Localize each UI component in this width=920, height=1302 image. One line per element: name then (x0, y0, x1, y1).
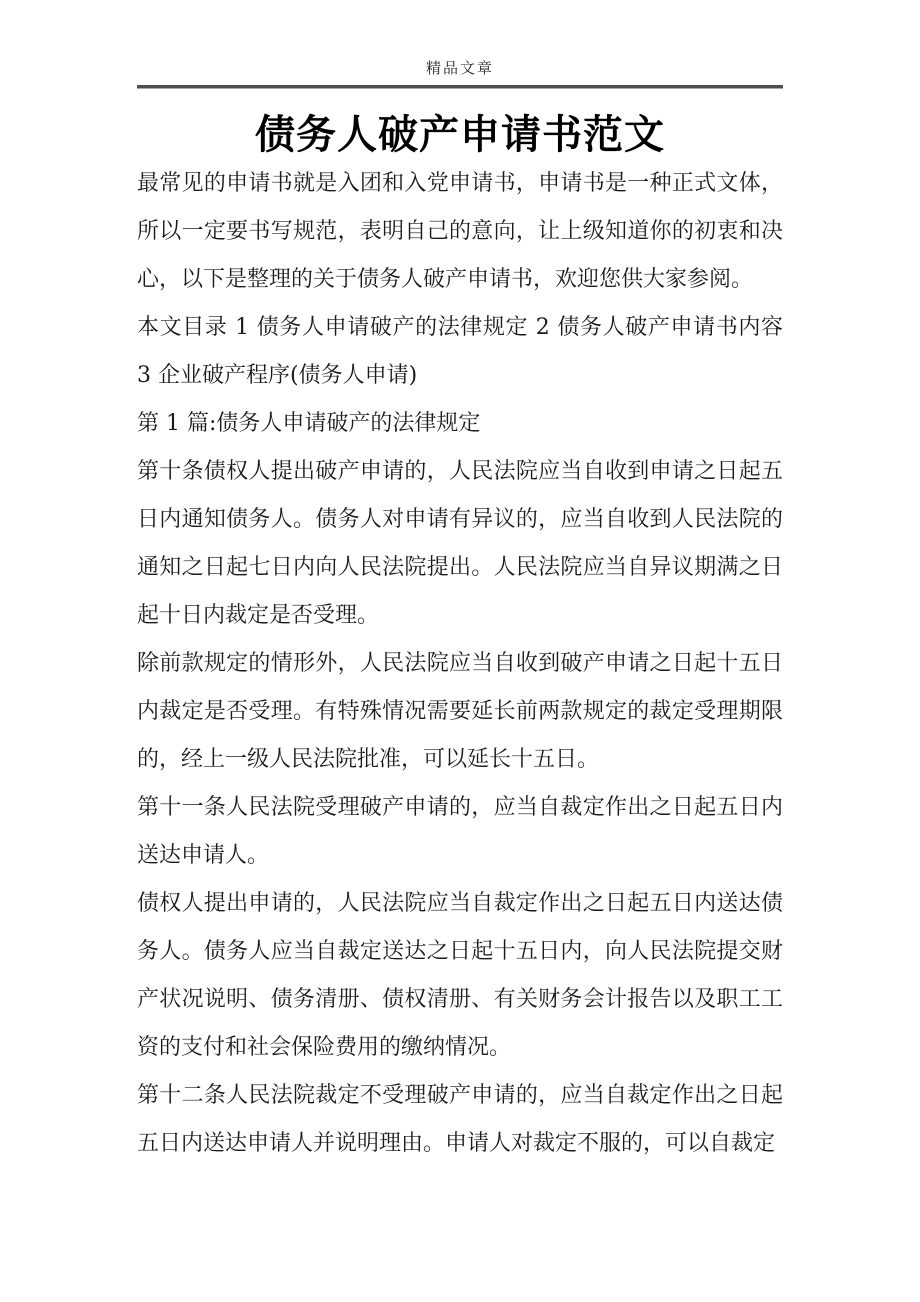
paragraph-article-10: 第十条债权人提出破产申请的，人民法院应当自收到申请之日起五日内通知债务人。债务人对申请有异议的，应当自收到人民法院的通知之日起七日内向人民法院提出。人民法院应当自异议期满之日起十日内裁定是否受理。 (137, 459, 783, 628)
paragraph-intro: 最常见的申请书就是入团和入党申请书，申请书是一种正式文体，所以一定要书写规范，表明自己的意向，让上级知道你的初衷和决心，以下是整理的关于债务人破产申请书，欢迎您供大家参阅。 (137, 171, 783, 292)
header-divider (137, 85, 783, 89)
page-header-text: 精品文章 (425, 59, 494, 77)
paragraph-article-10-cont: 除前款规定的情形外，人民法院应当自收到破产申请之日起十五日内裁定是否受理。有特殊情况需要延长前两款规定的裁定受理期限的，经上一级人民法院批准，可以延长十五日。 (137, 651, 783, 772)
paragraph-toc: 本文目录 1 债务人申请破产的法律规定 2 债务人破产申请书内容 3 企业破产程序(债务人申请) (137, 315, 783, 388)
document-title: 债务人破产申请书范文 (255, 111, 665, 158)
paragraph-section-heading: 第 1 篇:债务人申请破产的法律规定 (137, 411, 481, 436)
paragraph-article-11-cont: 债权人提出申请的，人民法院应当自裁定作出之日起五日内送达债务人。债务人应当自裁定送达之日起十五日内，向人民法院提交财产状况说明、债务清册、债权清册、有关财务会计报告以及职工工资的支付和社会保险费用的缴纳情况。 (137, 891, 783, 1060)
paragraph-article-11: 第十一条人民法院受理破产申请的，应当自裁定作出之日起五日内送达申请人。 (137, 795, 783, 868)
document-body (137, 160, 783, 1168)
paragraph-article-12: 第十二条人民法院裁定不受理破产申请的，应当自裁定作出之日起五日内送达申请人并说明理由。申请人对裁定不服的，可以自裁定 (137, 1083, 783, 1156)
